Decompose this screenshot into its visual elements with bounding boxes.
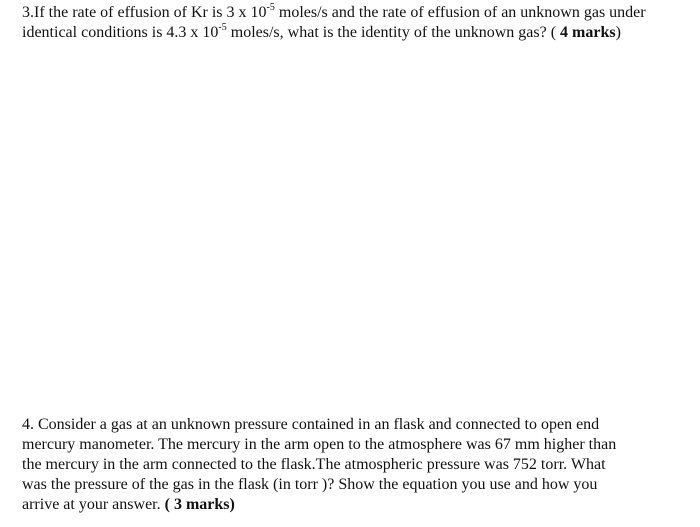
question-3-text: 3.If the rate of effusion of Kr is 3 x 10: [22, 4, 267, 21]
question-3-line-2: [22, 23, 692, 43]
question-4-marks: ( 3 marks): [164, 496, 235, 513]
question-3-text: moles/s, what is the identity of the unknown gas? (: [226, 24, 561, 41]
question-3-text: identical conditions is 4.3 x 10: [22, 24, 219, 41]
question-4-line: 4. Consider a gas at an unknown pressure contained in an flask and connected to open end: [22, 416, 600, 433]
question-4-text: arrive at your answer.: [22, 496, 165, 513]
question-3-marks: 4 marks: [560, 24, 616, 41]
exponent: -5: [218, 21, 227, 33]
question-4-line: was the pressure of the gas in the flask (in torr )? Show the equation you use and how you: [22, 476, 598, 493]
question-3-text: ): [615, 24, 621, 41]
question-4-line: the mercury in the arm connected to the flask.The atmospheric pressure was 752 torr. What: [22, 456, 606, 473]
question-4-line-last: [22, 495, 672, 515]
question-4: [22, 415, 672, 515]
question-3-line-1: [22, 3, 692, 23]
question-4-line: mercury manometer. The mercury in the arm open to the atmosphere was 67 mm higher than: [22, 436, 617, 453]
question-3-text: moles/s and the rate of effusion of an unknown gas under: [274, 4, 646, 21]
question-3: [22, 3, 692, 43]
exponent: -5: [266, 1, 275, 13]
